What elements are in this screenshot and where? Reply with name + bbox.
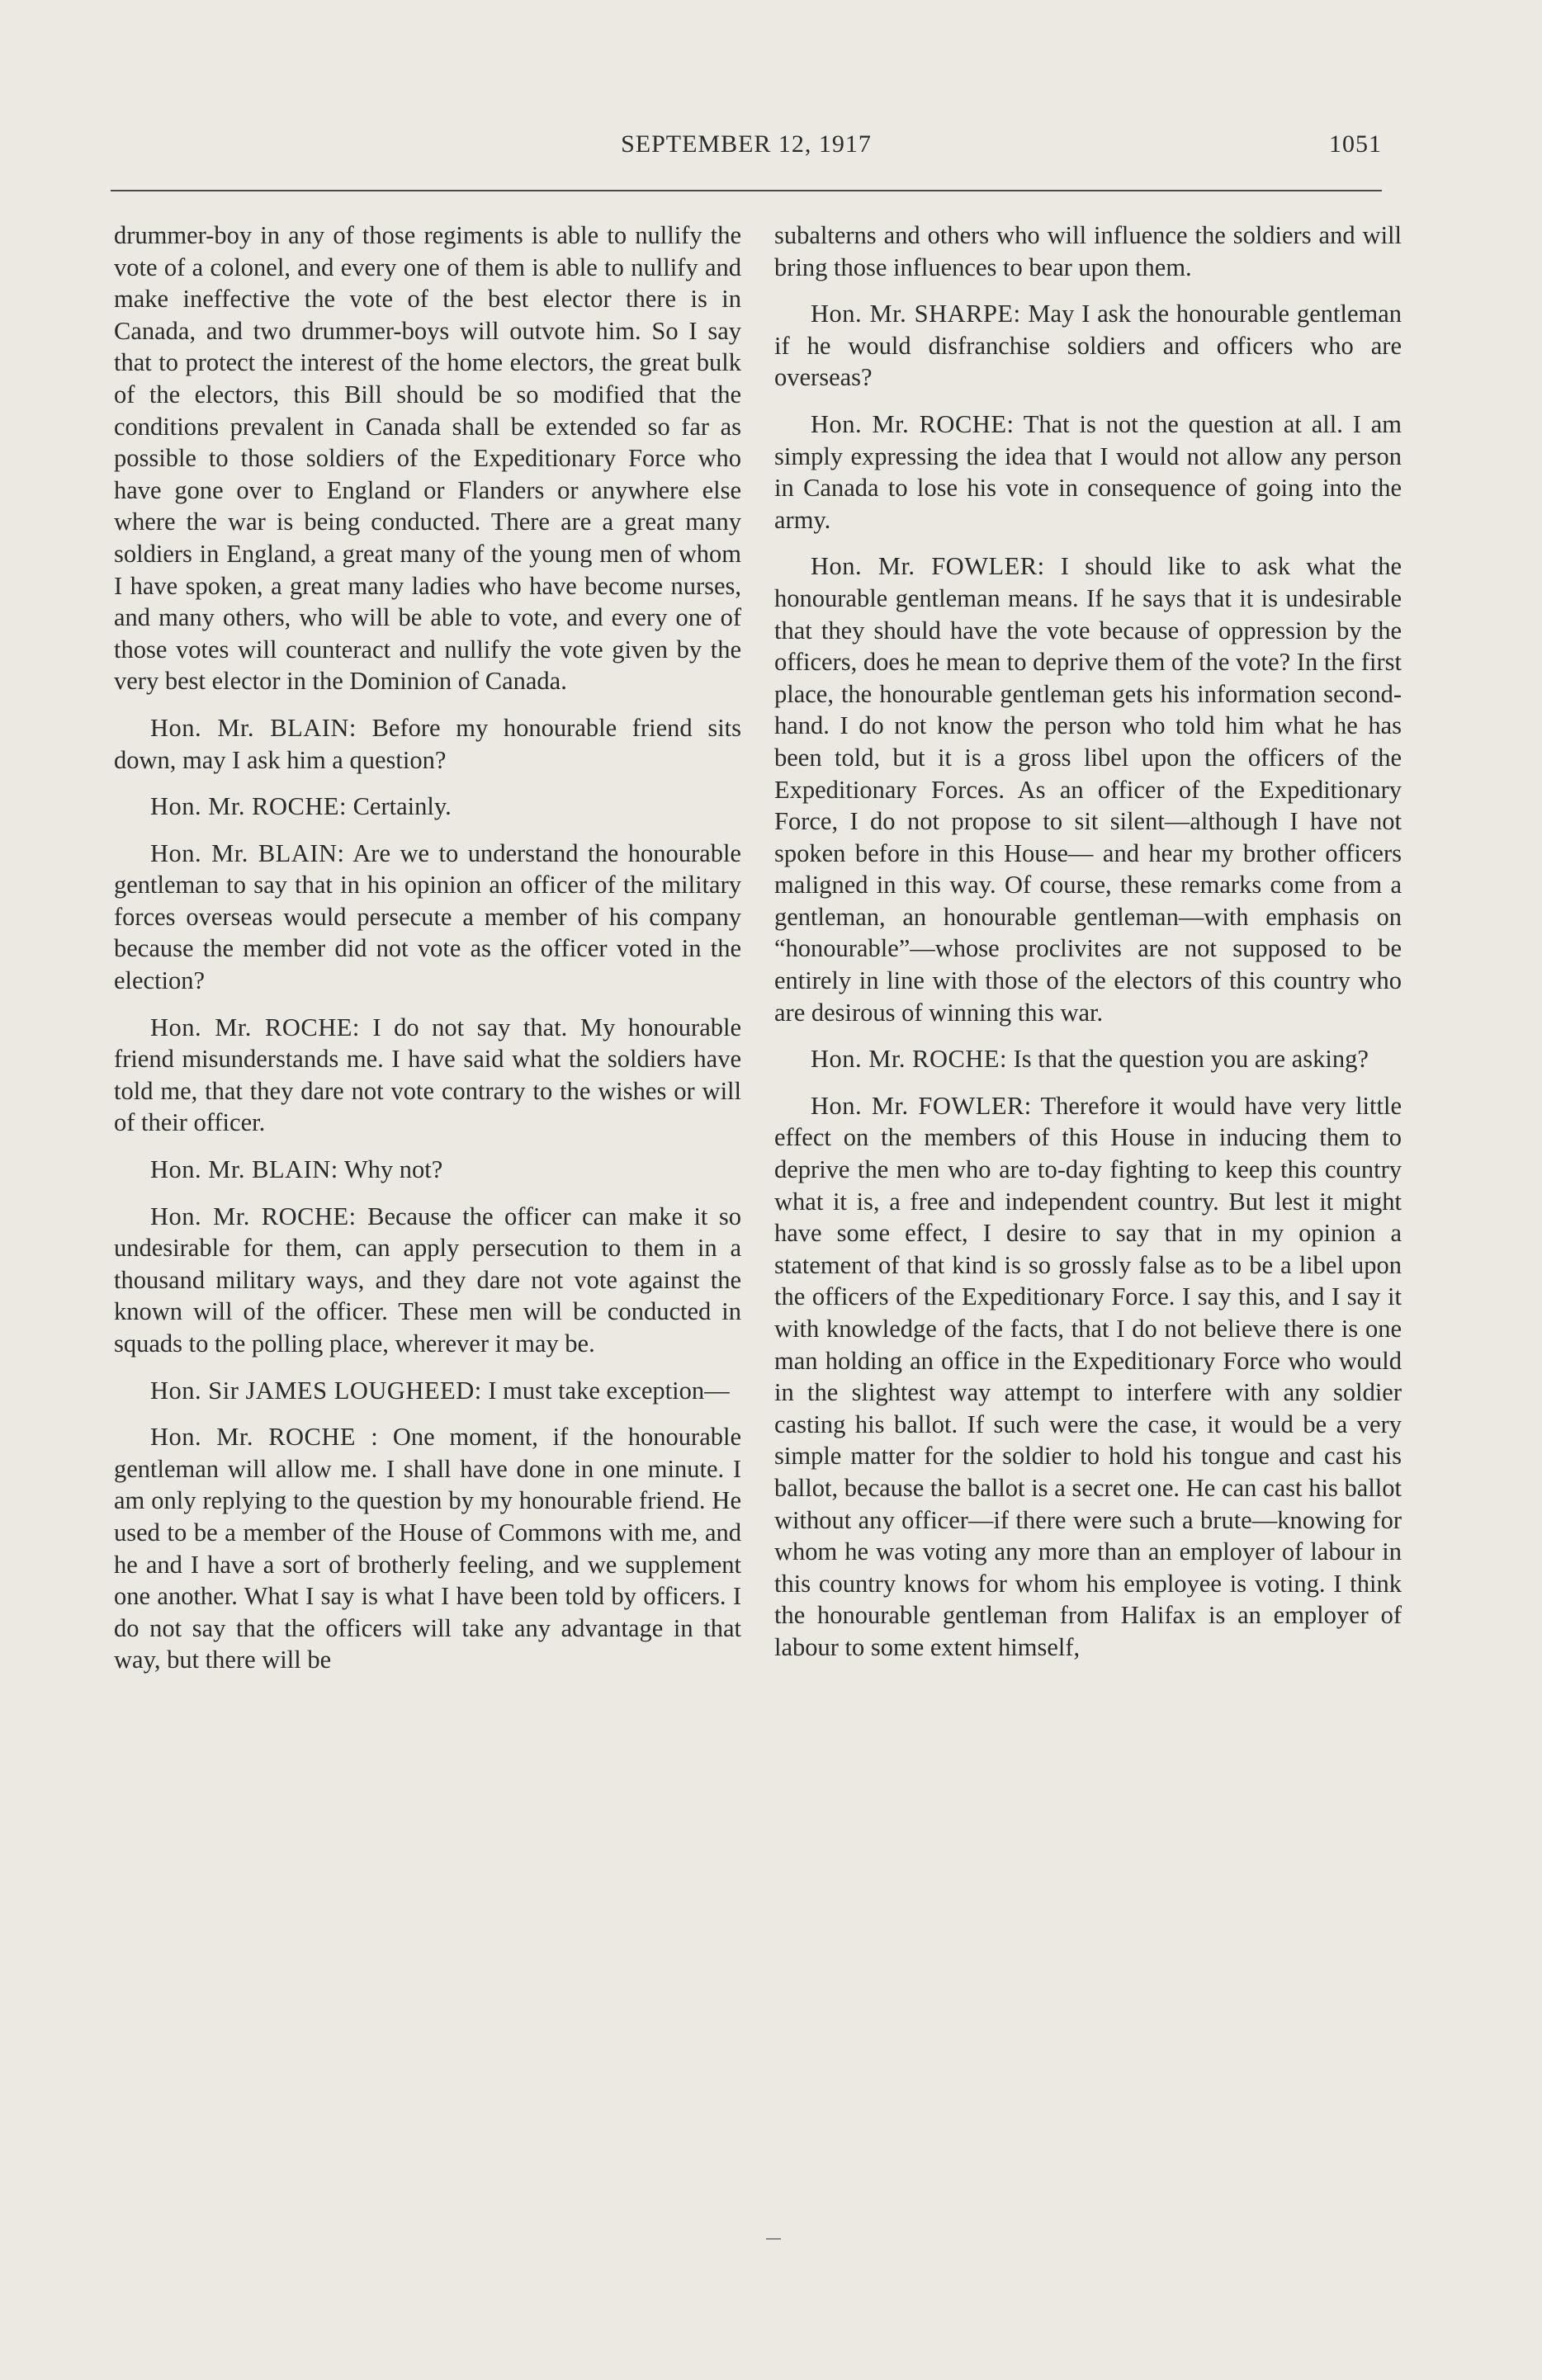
speaker-name: Hon. Mr. FOWLER: [811, 552, 1045, 581]
paragraph-text: Before my honourable friend sits down, may I ask him a question? [114, 713, 742, 774]
paragraph-text: I do not say that. My honourable friend misunderstands me. I have said what the soldiers have told me, that they dare not vote contrary to the wishes or will of their officer. [114, 1013, 741, 1137]
paragraph [114, 1421, 741, 1676]
paragraph-text: That is not the question at all. I am simply expressing the idea that I would not allow any person in Canada to lose his vote in consequence of going into the army. [774, 409, 1402, 534]
speaker-name: Hon. Mr. BLAIN: [150, 838, 345, 867]
paragraph-text: May I ask the honourable gentleman if he would disfranchise soldiers and officers who are overseas? [774, 300, 1402, 392]
paragraph-text: Therefore it would have very little effect on the members of this House in inducing them to deprive the men who are to-day fighting to keep this country what it is, a free and independent country. But lest it might have some effect, I desire to say that in my opinion a statement of that kind is so grossly false as to be a libel upon the officers of the Expeditionary Force. I say this, and I say it with knowledge of the facts, that I do not believe there is one man holding an office in the Expeditionary Force who would in the slightest way attempt to interfere with any soldier casting his ballot. If such were the case, it would be a very simple matter for the soldier to hold his tongue and cast his ballot, because the ballot is a secret one. He can cast his ballot without any officer—if there were such a brute—knowing for whom he was voting any more than an employer of labour in this country knows for whom his employee is voting. I think the honourable gentleman from Halifax is an employer of labour to some extent himself, [774, 1091, 1402, 1661]
speaker-name: Hon. Mr. ROCHE: [150, 792, 347, 821]
paragraph [114, 838, 741, 997]
paragraph [114, 712, 741, 776]
paragraph [774, 550, 1402, 1028]
speaker-name: Hon. Mr. ROCHE: [811, 409, 1015, 438]
right-column [774, 220, 1402, 1679]
speaker-name: Hon. Mr. BLAIN: [150, 713, 357, 742]
paragraph [114, 1201, 741, 1360]
paragraph-text: Are we to understand the honourable gentleman to say that in his opinion an officer of the military forces overseas would persecute a member of his company because the member did not vote as the officer voted in the election? [114, 838, 741, 995]
paragraph [114, 1012, 741, 1139]
speaker-name: Hon. Mr. SHARPE: [811, 300, 1021, 328]
speaker-name: Hon. Sir JAMES LOUGHEED: [150, 1376, 482, 1405]
paragraph-text: One moment, if the honourable gentleman will allow me. I shall have done in one minute. I am only replying to the question by my honourable friend. He used to be a member of the House of Commons with me, and he and I have a sort of brotherly feeling, and we supplement one another. What I say is what I have been told by officers. I do not say that the officers will take any advantage in that way, but there will be [114, 1423, 742, 1674]
speaker-name: Hon. Mr. BLAIN: [150, 1155, 338, 1184]
paragraph [114, 1154, 741, 1186]
speaker-name: Hon. Mr. ROCHE: [150, 1013, 360, 1041]
page-number: 1051 [1329, 130, 1382, 158]
speaker-name: Hon. Mr. ROCHE: [811, 1045, 1007, 1074]
paragraph [774, 1090, 1402, 1664]
paragraph-text: Why not? [343, 1155, 443, 1184]
paragraph [774, 220, 1402, 283]
paragraph [114, 220, 741, 697]
paragraph-text: Because the officer can make it so undesirable for them, can apply persecution to them in a thousand military ways, and they dare not vote against the known will of the officer. These men will be conducted in squads to the polling place, wherever it may be. [114, 1202, 741, 1358]
paragraph-text: I must take exception— [488, 1376, 730, 1405]
paragraph [774, 1043, 1402, 1075]
running-head [111, 130, 1382, 167]
footer-mark [766, 2238, 781, 2240]
paragraph-text: subalterns and others who will influence the soldiers and will bring those influences to bear upon them. [774, 221, 1402, 281]
paragraph [114, 1375, 741, 1407]
header-date: SEPTEMBER 12, 1917 [621, 130, 872, 158]
speaker-name: Hon. Mr. ROCHE : [150, 1423, 379, 1452]
paragraph-text: I should like to ask what the honourable gentleman means. If he says that it is undesirable that they should have the vote because of oppression by the officers, does he mean to deprive them of the vote? In the first place, the honourable gentleman gets his information second-hand. I do not know the person who told him what he has been told, but it is a gross libel upon the officers of the Expeditionary Forces. As an officer of the Expeditionary Force, I do not propose to sit silent—although I have not spoken before in this House— and hear my brother officers maligned in this way. Of course, these remarks come from a gentleman, an honourable gentleman—with emphasis on “honourable”—whose proclivites are not supposed to be entirely in line with those of the electors of this country who are desirous of winning this war. [774, 552, 1402, 1027]
paragraph [114, 791, 741, 823]
paragraph [774, 408, 1402, 536]
paragraph-text: Is that the question you are asking? [1013, 1045, 1369, 1074]
header-rule [111, 190, 1382, 191]
left-column [114, 220, 741, 1691]
paragraph-text: Certainly. [352, 792, 452, 821]
paragraph-text: drummer-boy in any of those regiments is able to nullify the vote of a colonel, and every one of them is able to nullify and make ineffective the vote of the best elector there is in Canada, and two drummer-boys will outvote him. So I say that to protect the interest of the home electors, the great bulk of the electors, this Bill should be so modified that the conditions prevalent in Canada shall be extended so far as possible to those soldiers of the Expeditionary Force who have gone over to England or Flanders or anywhere else where the war is being conducted. There are a great many soldiers in England, a great many of the young men of whom I have spoken, a great many ladies who have become nurses, and many others, who will be able to vote, and every one of those votes will counteract and nullify the vote given by the very best elector in the Dominion of Canada. [114, 221, 741, 696]
paragraph [774, 298, 1402, 394]
speaker-name: Hon. Mr. FOWLER: [811, 1091, 1032, 1120]
speaker-name: Hon. Mr. ROCHE: [150, 1202, 357, 1230]
